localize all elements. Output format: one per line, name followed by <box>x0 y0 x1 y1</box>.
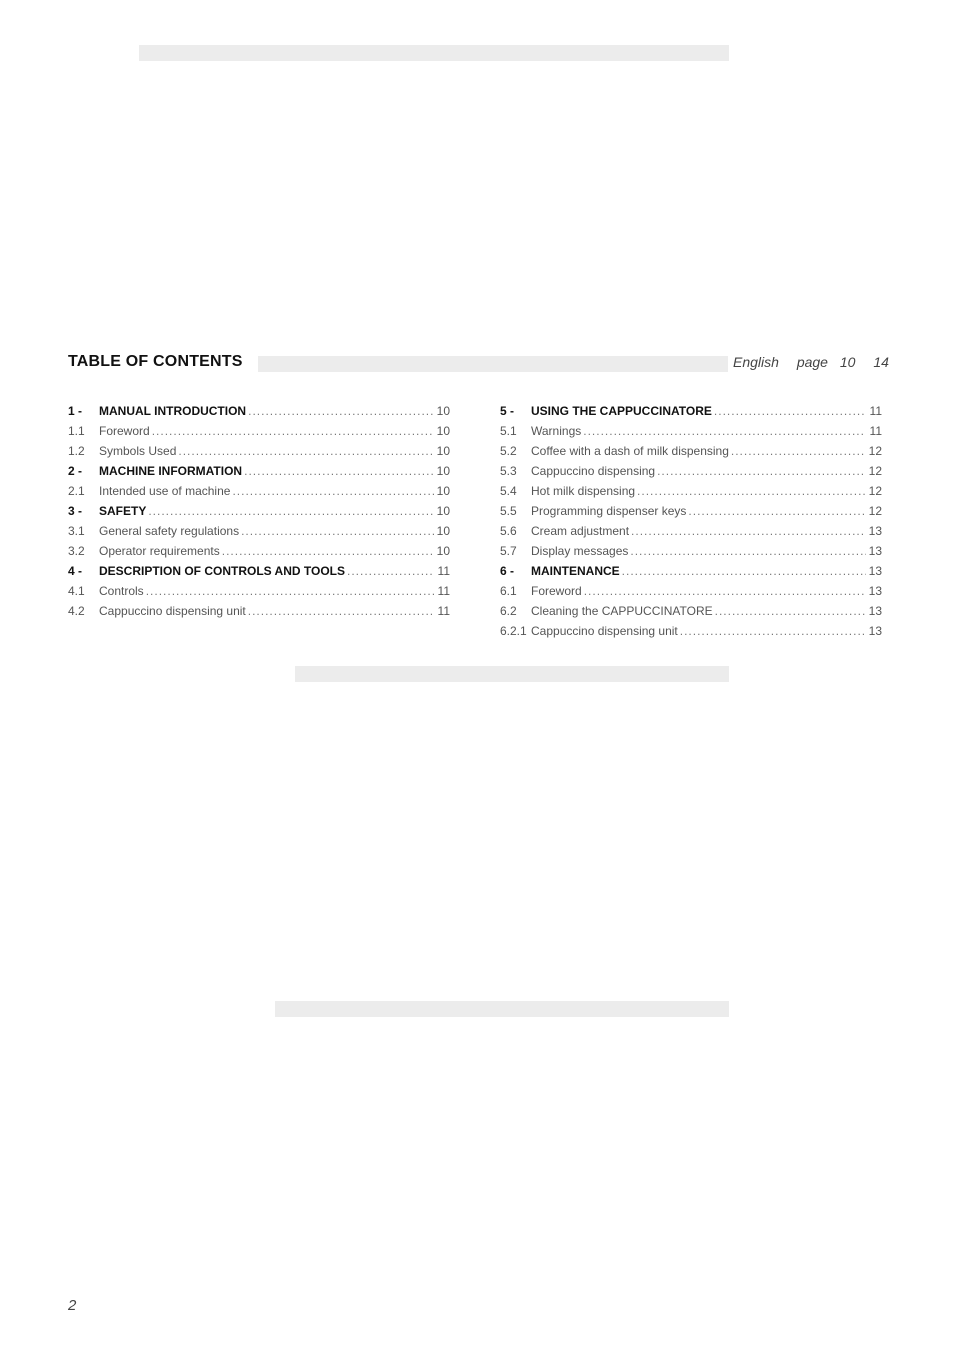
toc-dot-leader <box>731 441 866 461</box>
toc-entry-label: SAFETY <box>99 504 147 518</box>
toc-dot-leader <box>714 401 866 421</box>
toc-entry-label: MANUAL INTRODUCTION <box>99 404 247 418</box>
toc-entry-page: 10 <box>436 504 450 518</box>
toc-subsection-entry[interactable] <box>500 461 882 481</box>
toc-entry-page: 11 <box>869 404 882 418</box>
toc-entry-page: 11 <box>437 604 450 618</box>
toc-entry-page: 10 <box>436 544 450 558</box>
decorative-bar-middle <box>295 666 729 682</box>
toc-section-entry[interactable] <box>68 501 450 521</box>
toc-page-end: 14 <box>873 354 889 370</box>
toc-entry-label: Cappuccino dispensing <box>531 464 656 478</box>
toc-entry-label: Cappuccino dispensing unit <box>531 624 678 638</box>
toc-entry-label: General safety regulations <box>99 524 240 538</box>
toc-entry-page: 10 <box>436 404 450 418</box>
toc-entry-label: Intended use of machine <box>99 484 231 498</box>
decorative-bar-lower <box>275 1001 729 1017</box>
toc-section-entry[interactable] <box>500 561 882 581</box>
toc-subsection-entry[interactable] <box>500 521 882 541</box>
toc-dot-leader <box>146 581 434 601</box>
toc-dot-leader <box>248 401 434 421</box>
toc-title-bar <box>258 356 728 372</box>
toc-entry-number: 6.2 <box>500 604 517 618</box>
toc-entry-number: 1.1 <box>68 424 85 438</box>
toc-page-start: 10 <box>839 354 856 370</box>
toc-entry-label: Cleaning the CAPPUCCINATORE <box>531 604 713 618</box>
toc-entry-number: 5.3 <box>500 464 517 478</box>
page-number: 2 <box>68 1297 77 1314</box>
toc-entry-number: 5.5 <box>500 504 517 518</box>
toc-entry-label: Coffee with a dash of milk dispensing <box>531 444 729 458</box>
toc-entry-page: 11 <box>869 424 882 438</box>
toc-entry-page: 12 <box>868 464 882 478</box>
toc-entry-number: 3 - <box>68 504 83 518</box>
toc-dot-leader <box>622 561 866 581</box>
toc-subsection-entry[interactable] <box>500 421 882 441</box>
toc-entry-page: 13 <box>868 524 882 538</box>
toc-entry-number: 5.4 <box>500 484 517 498</box>
toc-entry-number: 3.2 <box>68 544 85 558</box>
toc-dot-leader <box>637 481 866 501</box>
toc-dot-leader <box>631 521 866 541</box>
toc-subsection-entry[interactable] <box>500 601 882 621</box>
toc-subsection-entry[interactable] <box>500 441 882 461</box>
toc-subsection-entry[interactable] <box>68 441 450 461</box>
toc-entry-page: 13 <box>868 544 882 558</box>
toc-entry-page: 10 <box>436 524 450 538</box>
toc-entry-number: 6 - <box>500 564 515 578</box>
toc-column-left <box>68 401 450 621</box>
toc-subsection-entry[interactable] <box>500 501 882 521</box>
toc-entry-label: Cappuccino dispensing unit <box>99 604 246 618</box>
toc-dot-leader <box>680 621 866 641</box>
toc-entry-label: Controls <box>99 584 144 598</box>
toc-dot-leader <box>583 421 866 441</box>
toc-entry-label: Programming dispenser keys <box>531 504 687 518</box>
toc-entry-page: 11 <box>437 564 450 578</box>
toc-entry-number: 2.1 <box>68 484 85 498</box>
toc-entry-number: 3.1 <box>68 524 85 538</box>
toc-language-page-range <box>733 354 889 370</box>
toc-dot-leader <box>248 601 434 621</box>
toc-subsection-entry[interactable] <box>68 601 450 621</box>
toc-dot-leader <box>347 561 434 581</box>
toc-entry-page: 13 <box>868 584 882 598</box>
toc-entry-label: DESCRIPTION OF CONTROLS AND TOOLS <box>99 564 346 578</box>
toc-section-entry[interactable] <box>68 461 450 481</box>
toc-entry-label: Hot milk dispensing <box>531 484 636 498</box>
toc-dot-leader <box>232 481 434 501</box>
toc-entry-label: Symbols Used <box>99 444 177 458</box>
decorative-bar-top <box>139 45 729 61</box>
toc-entry-label: MAINTENANCE <box>531 564 620 578</box>
toc-subsection-entry[interactable] <box>500 481 882 501</box>
toc-dot-leader <box>584 581 866 601</box>
toc-entry-label: USING THE CAPPUCCINATORE <box>531 404 712 418</box>
toc-section-entry[interactable] <box>500 401 882 421</box>
toc-dot-leader <box>688 501 866 521</box>
toc-section-entry[interactable] <box>68 561 450 581</box>
toc-column-right <box>500 401 882 641</box>
toc-entry-page: 13 <box>868 624 882 638</box>
toc-entry-number: 5.1 <box>500 424 517 438</box>
toc-subsection-entry[interactable] <box>500 621 882 641</box>
toc-entry-number: 6.2.1 <box>500 624 527 638</box>
toc-entry-number: 6.1 <box>500 584 517 598</box>
toc-subsection-entry[interactable] <box>500 541 882 561</box>
toc-dot-leader <box>630 541 866 561</box>
toc-entry-page: 12 <box>868 444 882 458</box>
toc-entry-number: 5 - <box>500 404 515 418</box>
toc-entry-number: 4.2 <box>68 604 85 618</box>
toc-dot-leader <box>244 461 434 481</box>
toc-subsection-entry[interactable] <box>68 581 450 601</box>
toc-subsection-entry[interactable] <box>68 481 450 501</box>
toc-title: TABLE OF CONTENTS <box>68 353 243 370</box>
toc-entry-page: 12 <box>868 484 882 498</box>
toc-entry-page: 11 <box>437 584 450 598</box>
toc-entry-page: 10 <box>436 464 450 478</box>
toc-dot-leader <box>657 461 866 481</box>
toc-entry-page: 10 <box>436 424 450 438</box>
toc-section-entry[interactable] <box>68 401 450 421</box>
toc-entry-label: MACHINE INFORMATION <box>99 464 243 478</box>
toc-subsection-entry[interactable] <box>500 581 882 601</box>
toc-entry-number: 4.1 <box>68 584 85 598</box>
toc-entry-page: 13 <box>868 604 882 618</box>
toc-entry-page: 10 <box>436 484 450 498</box>
toc-language: English <box>733 354 779 370</box>
toc-dot-leader <box>178 441 434 461</box>
toc-page-label: page <box>796 354 828 370</box>
toc-entry-number: 1 - <box>68 404 83 418</box>
toc-entry-label: Display messages <box>531 544 629 558</box>
toc-entry-label: Foreword <box>99 424 150 438</box>
toc-entry-label: Cream adjustment <box>531 524 630 538</box>
toc-entry-label: Foreword <box>531 584 582 598</box>
toc-subsection-entry[interactable] <box>68 541 450 561</box>
toc-subsection-entry[interactable] <box>68 521 450 541</box>
toc-entry-label: Warnings <box>531 424 582 438</box>
toc-dot-leader <box>152 421 434 441</box>
toc-entry-number: 5.7 <box>500 544 517 558</box>
toc-entry-page: 10 <box>436 444 450 458</box>
toc-entry-number: 1.2 <box>68 444 85 458</box>
toc-dot-leader <box>241 521 434 541</box>
toc-dot-leader <box>148 501 434 521</box>
toc-dot-leader <box>222 541 434 561</box>
toc-entry-page: 13 <box>868 564 882 578</box>
toc-subsection-entry[interactable] <box>68 421 450 441</box>
toc-dot-leader <box>715 601 866 621</box>
toc-entry-number: 5.6 <box>500 524 517 538</box>
toc-entry-number: 5.2 <box>500 444 517 458</box>
toc-entry-number: 2 - <box>68 464 83 478</box>
toc-entry-label: Operator requirements <box>99 544 220 558</box>
toc-entry-page: 12 <box>868 504 882 518</box>
toc-entry-number: 4 - <box>68 564 83 578</box>
